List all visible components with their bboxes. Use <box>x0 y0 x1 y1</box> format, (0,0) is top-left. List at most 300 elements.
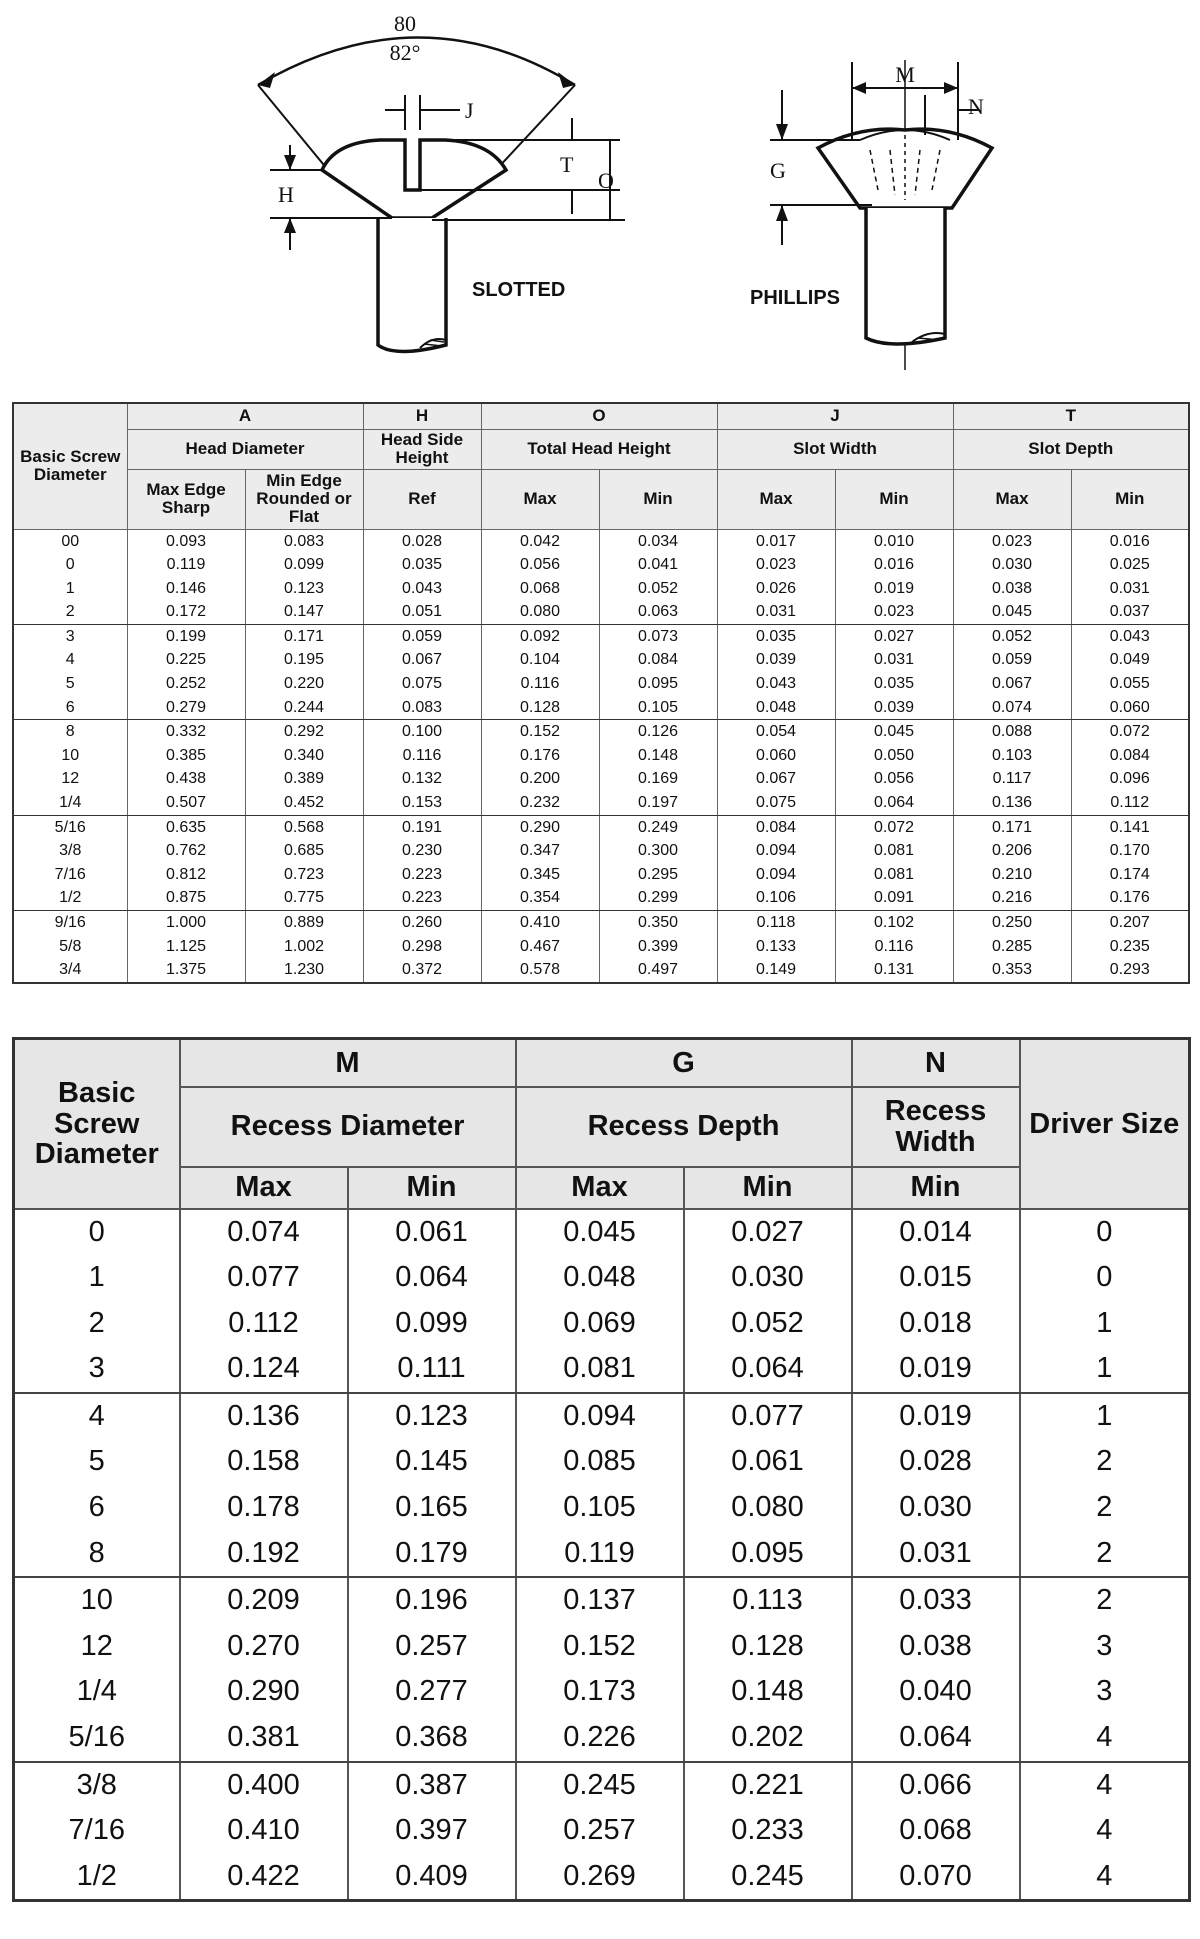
table-cell: 0.063 <box>599 600 717 624</box>
table-cell: 0.038 <box>852 1624 1020 1670</box>
table-cell: 0.147 <box>245 600 363 624</box>
row-diameter-cell: 3/8 <box>13 839 127 863</box>
table-cell: 0.578 <box>481 958 599 983</box>
table-cell: 0 <box>1020 1255 1190 1301</box>
table-cell: 0.410 <box>180 1808 348 1854</box>
table-cell: 0.027 <box>684 1209 852 1256</box>
table-cell: 0.232 <box>481 791 599 815</box>
row-diameter-cell: 1/2 <box>13 886 127 910</box>
table-row <box>13 767 1189 791</box>
table-cell: 0.067 <box>363 648 481 672</box>
table-cell: 0.042 <box>481 529 599 553</box>
table-cell: 0.249 <box>599 815 717 839</box>
table-cell: 0.762 <box>127 839 245 863</box>
row-diameter-cell: 8 <box>13 720 127 744</box>
table-cell: 0.049 <box>1071 648 1189 672</box>
row-diameter-cell: 8 <box>14 1531 180 1578</box>
table-cell: 0.095 <box>684 1531 852 1578</box>
table-cell: 0.092 <box>481 624 599 648</box>
row-diameter-cell: 4 <box>14 1393 180 1440</box>
table-cell: 0.345 <box>481 863 599 887</box>
table-cell: 0.233 <box>684 1808 852 1854</box>
table-cell: 0.119 <box>127 553 245 577</box>
table-cell: 0.112 <box>1071 791 1189 815</box>
table-cell: 4 <box>1020 1854 1190 1901</box>
table-cell: 0.179 <box>348 1531 516 1578</box>
table-cell: 0.191 <box>363 815 481 839</box>
table-cell: 0.176 <box>481 744 599 768</box>
row-diameter-cell: 9/16 <box>13 911 127 935</box>
header-head-diameter: Head Diameter <box>127 429 363 469</box>
header-letter-n: N <box>852 1039 1020 1087</box>
table-cell: 0.064 <box>684 1346 852 1393</box>
header-letter-m: M <box>180 1039 516 1087</box>
table-cell: 0.295 <box>599 863 717 887</box>
dim-n-label: N <box>968 94 984 119</box>
table-cell: 0.257 <box>516 1808 684 1854</box>
table-cell: 0.257 <box>348 1624 516 1670</box>
table-row <box>13 553 1189 577</box>
table-cell: 0.033 <box>852 1577 1020 1624</box>
table-cell: 1 <box>1020 1346 1190 1393</box>
table-cell: 0.173 <box>516 1669 684 1715</box>
table-cell: 0.210 <box>953 863 1071 887</box>
table-cell: 0.131 <box>835 958 953 983</box>
table-cell: 0.030 <box>953 553 1071 577</box>
table-cell: 0.045 <box>516 1209 684 1256</box>
table-cell: 0.635 <box>127 815 245 839</box>
table-cell: 0.077 <box>180 1255 348 1301</box>
table-cell: 0.192 <box>180 1531 348 1578</box>
table-cell: 0.422 <box>180 1854 348 1901</box>
table-cell: 0.226 <box>516 1715 684 1762</box>
table-cell: 0.685 <box>245 839 363 863</box>
row-diameter-cell: 0 <box>13 553 127 577</box>
table-cell: 0.497 <box>599 958 717 983</box>
table-cell: 0.176 <box>1071 886 1189 910</box>
table-row <box>14 1577 1190 1624</box>
table-row <box>14 1301 1190 1347</box>
table-cell: 0.055 <box>1071 672 1189 696</box>
table-cell: 0.269 <box>516 1854 684 1901</box>
table-cell: 1.230 <box>245 958 363 983</box>
table-cell: 0.040 <box>852 1669 1020 1715</box>
table-cell: 0.081 <box>835 839 953 863</box>
table-cell: 3 <box>1020 1669 1190 1715</box>
header-letter-j: J <box>717 403 953 429</box>
table-cell: 0.028 <box>363 529 481 553</box>
table-cell: 0.094 <box>516 1393 684 1440</box>
row-diameter-cell: 5/16 <box>14 1715 180 1762</box>
header-t-max: Max <box>953 469 1071 529</box>
table-cell: 0.075 <box>363 672 481 696</box>
table-cell: 0 <box>1020 1209 1190 1256</box>
table-cell: 1.375 <box>127 958 245 983</box>
table-cell: 0.252 <box>127 672 245 696</box>
table-cell: 0.126 <box>599 720 717 744</box>
header-g-min: Min <box>684 1167 852 1209</box>
table-cell: 0.103 <box>953 744 1071 768</box>
angle-80-label: 80 <box>394 11 416 36</box>
table-cell: 4 <box>1020 1715 1190 1762</box>
table-cell: 0.347 <box>481 839 599 863</box>
table-cell: 0.196 <box>348 1577 516 1624</box>
header-basic-screw-diameter: Basic Screw Diameter <box>13 403 127 529</box>
table-cell: 2 <box>1020 1485 1190 1531</box>
table-cell: 0.105 <box>516 1485 684 1531</box>
table-cell: 0.113 <box>684 1577 852 1624</box>
table-cell: 0.070 <box>852 1854 1020 1901</box>
table-cell: 0.016 <box>1071 529 1189 553</box>
table-cell: 0.381 <box>180 1715 348 1762</box>
table-cell: 0.041 <box>599 553 717 577</box>
table-cell: 0.148 <box>684 1669 852 1715</box>
row-diameter-cell: 4 <box>13 648 127 672</box>
table-row <box>13 911 1189 935</box>
table-cell: 0.277 <box>348 1669 516 1715</box>
table-cell: 0.171 <box>245 624 363 648</box>
table-cell: 0.072 <box>835 815 953 839</box>
table-cell: 0.245 <box>684 1854 852 1901</box>
table-cell: 0.026 <box>717 577 835 601</box>
table-cell: 0.152 <box>481 720 599 744</box>
header-total-head-height: Total Head Height <box>481 429 717 469</box>
table-row <box>14 1255 1190 1301</box>
table-cell: 0.216 <box>953 886 1071 910</box>
table-cell: 0.178 <box>180 1485 348 1531</box>
table-cell: 0.368 <box>348 1715 516 1762</box>
table-cell: 0.064 <box>348 1255 516 1301</box>
header-letter-g: G <box>516 1039 852 1087</box>
table-cell: 0.048 <box>717 696 835 720</box>
table-cell: 0.052 <box>599 577 717 601</box>
table-cell: 0.136 <box>180 1393 348 1440</box>
row-diameter-cell: 1/4 <box>14 1669 180 1715</box>
row-diameter-cell: 5 <box>14 1439 180 1485</box>
header-recess-diameter: Recess Diameter <box>180 1087 516 1167</box>
dim-m-label: M <box>895 62 915 87</box>
table-cell: 0.023 <box>953 529 1071 553</box>
table-cell: 0.149 <box>717 958 835 983</box>
row-diameter-cell: 10 <box>13 744 127 768</box>
table-cell: 0.290 <box>481 815 599 839</box>
table-cell: 0.169 <box>599 767 717 791</box>
table-cell: 0.372 <box>363 958 481 983</box>
header-driver-size: Driver Size <box>1020 1039 1190 1209</box>
slotted-title: SLOTTED <box>472 279 566 301</box>
row-diameter-cell: 7/16 <box>13 863 127 887</box>
row-diameter-cell: 7/16 <box>14 1808 180 1854</box>
table-cell: 0.080 <box>481 600 599 624</box>
slotted-dimensions-table <box>12 402 1190 984</box>
row-diameter-cell: 1 <box>14 1255 180 1301</box>
table-row <box>14 1531 1190 1578</box>
table-cell: 0.409 <box>348 1854 516 1901</box>
table-cell: 0.077 <box>684 1393 852 1440</box>
table-cell: 0.145 <box>348 1439 516 1485</box>
row-diameter-cell: 12 <box>13 767 127 791</box>
table-cell: 0.083 <box>363 696 481 720</box>
header-m-max: Max <box>180 1167 348 1209</box>
header-max-edge-sharp: Max Edge Sharp <box>127 469 245 529</box>
table-cell: 0.438 <box>127 767 245 791</box>
row-diameter-cell: 5/16 <box>13 815 127 839</box>
table-cell: 0.209 <box>180 1577 348 1624</box>
table-cell: 0.165 <box>348 1485 516 1531</box>
table-cell: 0.050 <box>835 744 953 768</box>
row-diameter-cell: 10 <box>14 1577 180 1624</box>
table-cell: 0.043 <box>717 672 835 696</box>
phillips-screw-diagram <box>770 60 992 370</box>
table-cell: 0.340 <box>245 744 363 768</box>
table-row <box>13 886 1189 910</box>
row-diameter-cell: 12 <box>14 1624 180 1670</box>
table-row <box>14 1808 1190 1854</box>
table-row <box>14 1624 1190 1670</box>
table-cell: 0.099 <box>245 553 363 577</box>
table-cell: 0.088 <box>953 720 1071 744</box>
table-row <box>13 577 1189 601</box>
phillips-title: PHILLIPS <box>750 287 841 309</box>
table-cell: 0.039 <box>835 696 953 720</box>
table-cell: 0.023 <box>835 600 953 624</box>
table-cell: 4 <box>1020 1762 1190 1809</box>
row-diameter-cell: 3 <box>14 1346 180 1393</box>
table-cell: 0.072 <box>1071 720 1189 744</box>
phillips-dimensions-table <box>12 1037 1191 1902</box>
table-cell: 0.153 <box>363 791 481 815</box>
row-diameter-cell: 6 <box>14 1485 180 1531</box>
slotted-table-body <box>13 529 1189 983</box>
table-cell: 0.124 <box>180 1346 348 1393</box>
table-cell: 0.031 <box>1071 577 1189 601</box>
table-cell: 0.030 <box>852 1485 1020 1531</box>
table-row <box>13 648 1189 672</box>
table-cell: 0.014 <box>852 1209 1020 1256</box>
table-cell: 0.017 <box>717 529 835 553</box>
table-cell: 0.043 <box>1071 624 1189 648</box>
table-cell: 0.399 <box>599 935 717 959</box>
table-cell: 0.074 <box>953 696 1071 720</box>
table-cell: 0.073 <box>599 624 717 648</box>
table-cell: 0.025 <box>1071 553 1189 577</box>
table-cell: 0.299 <box>599 886 717 910</box>
table-cell: 0.056 <box>835 767 953 791</box>
table-cell: 0.292 <box>245 720 363 744</box>
table-cell: 0.116 <box>363 744 481 768</box>
table-cell: 0.061 <box>684 1439 852 1485</box>
table-cell: 0.067 <box>953 672 1071 696</box>
table-cell: 0.074 <box>180 1209 348 1256</box>
table-cell: 0.080 <box>684 1485 852 1531</box>
table-cell: 0.197 <box>599 791 717 815</box>
table-cell: 0.045 <box>953 600 1071 624</box>
table-cell: 0.081 <box>516 1346 684 1393</box>
table-row <box>13 744 1189 768</box>
table-cell: 0.111 <box>348 1346 516 1393</box>
header-min-edge-rounded: Min Edge Rounded or Flat <box>245 469 363 529</box>
dim-o-label: O <box>598 168 614 193</box>
row-diameter-cell: 0 <box>14 1209 180 1256</box>
table-cell: 0.123 <box>348 1393 516 1440</box>
table-cell: 0.507 <box>127 791 245 815</box>
table-cell: 0.128 <box>481 696 599 720</box>
table-cell: 0.260 <box>363 911 481 935</box>
row-diameter-cell: 5/8 <box>13 935 127 959</box>
table-cell: 0.031 <box>852 1531 1020 1578</box>
table-cell: 0.118 <box>717 911 835 935</box>
angle-82-label: 82° <box>389 40 421 65</box>
header-n-min: Min <box>852 1167 1020 1209</box>
table-cell: 0.019 <box>852 1393 1020 1440</box>
table-row <box>13 958 1189 983</box>
table-cell: 0.064 <box>852 1715 1020 1762</box>
table-cell: 0.043 <box>363 577 481 601</box>
table-cell: 0.045 <box>835 720 953 744</box>
table-cell: 0.018 <box>852 1301 1020 1347</box>
table-cell: 0.068 <box>852 1808 1020 1854</box>
table-cell: 0.081 <box>835 863 953 887</box>
table-cell: 2 <box>1020 1531 1190 1578</box>
table-cell: 0.223 <box>363 863 481 887</box>
header-g-max: Max <box>516 1167 684 1209</box>
table-cell: 0.117 <box>953 767 1071 791</box>
table-cell: 0.146 <box>127 577 245 601</box>
table-cell: 0.034 <box>599 529 717 553</box>
table-cell: 0.031 <box>835 648 953 672</box>
table-cell: 0.889 <box>245 911 363 935</box>
header-recess-depth: Recess Depth <box>516 1087 852 1167</box>
table-cell: 0.094 <box>717 839 835 863</box>
header-ref: Ref <box>363 469 481 529</box>
table-cell: 0.293 <box>1071 958 1189 983</box>
table-cell: 0.220 <box>245 672 363 696</box>
table-cell: 0.207 <box>1071 911 1189 935</box>
table-cell: 0.116 <box>481 672 599 696</box>
table-cell: 0.019 <box>852 1346 1020 1393</box>
header-t-min: Min <box>1071 469 1189 529</box>
header-letter-o: O <box>481 403 717 429</box>
table-cell: 0.225 <box>127 648 245 672</box>
table-cell: 0.068 <box>481 577 599 601</box>
table-cell: 0.035 <box>717 624 835 648</box>
table-cell: 0.054 <box>717 720 835 744</box>
table-cell: 0.206 <box>953 839 1071 863</box>
table-cell: 0.048 <box>516 1255 684 1301</box>
table-cell: 0.035 <box>363 553 481 577</box>
table-cell: 0.015 <box>852 1255 1020 1301</box>
table-cell: 0.245 <box>516 1762 684 1809</box>
header-j-min: Min <box>835 469 953 529</box>
header-letter-a: A <box>127 403 363 429</box>
table-cell: 0.279 <box>127 696 245 720</box>
table-cell: 0.056 <box>481 553 599 577</box>
table-cell: 0.027 <box>835 624 953 648</box>
table-cell: 0.723 <box>245 863 363 887</box>
table-row <box>13 815 1189 839</box>
table-cell: 0.019 <box>835 577 953 601</box>
table-cell: 0.244 <box>245 696 363 720</box>
table-cell: 0.091 <box>835 886 953 910</box>
table-cell: 0.084 <box>717 815 835 839</box>
header-basic-screw-diameter-2: Basic Screw Diameter <box>14 1039 180 1209</box>
table-cell: 0.069 <box>516 1301 684 1347</box>
table-cell: 0.172 <box>127 600 245 624</box>
table-cell: 0.119 <box>516 1531 684 1578</box>
table-cell: 0.067 <box>717 767 835 791</box>
header-letter-t: T <box>953 403 1189 429</box>
table-cell: 0.174 <box>1071 863 1189 887</box>
table-cell: 0.010 <box>835 529 953 553</box>
dim-j-label: J <box>465 98 474 123</box>
table-row <box>13 672 1189 696</box>
table-cell: 0.221 <box>684 1762 852 1809</box>
table-cell: 0.052 <box>684 1301 852 1347</box>
row-diameter-cell: 00 <box>13 529 127 553</box>
header-head-side-height: Head Side Height <box>363 429 481 469</box>
table-row <box>13 791 1189 815</box>
row-diameter-cell: 3/8 <box>14 1762 180 1809</box>
table-cell: 0.148 <box>599 744 717 768</box>
table-cell: 4 <box>1020 1808 1190 1854</box>
row-diameter-cell: 3 <box>13 624 127 648</box>
table-row <box>13 600 1189 624</box>
table-cell: 1 <box>1020 1393 1190 1440</box>
dim-t-label: T <box>560 152 574 177</box>
table-row <box>13 529 1189 553</box>
table-cell: 2 <box>1020 1439 1190 1485</box>
table-cell: 0.195 <box>245 648 363 672</box>
table-cell: 0.030 <box>684 1255 852 1301</box>
table-cell: 0.158 <box>180 1439 348 1485</box>
table-cell: 1.125 <box>127 935 245 959</box>
table-cell: 0.093 <box>127 529 245 553</box>
table-cell: 0.300 <box>599 839 717 863</box>
table-cell: 0.141 <box>1071 815 1189 839</box>
table-row <box>14 1209 1190 1256</box>
table-cell: 0.052 <box>953 624 1071 648</box>
table-cell: 0.028 <box>852 1439 1020 1485</box>
table-cell: 0.170 <box>1071 839 1189 863</box>
table-cell: 0.038 <box>953 577 1071 601</box>
row-diameter-cell: 1/4 <box>13 791 127 815</box>
table-row <box>14 1439 1190 1485</box>
table-cell: 1 <box>1020 1301 1190 1347</box>
table-cell: 0.136 <box>953 791 1071 815</box>
table-cell: 0.059 <box>953 648 1071 672</box>
table-cell: 0.235 <box>1071 935 1189 959</box>
row-diameter-cell: 3/4 <box>13 958 127 983</box>
table-cell: 0.250 <box>953 911 1071 935</box>
table-cell: 0.123 <box>245 577 363 601</box>
dim-h-label: H <box>278 182 294 207</box>
table-cell: 0.132 <box>363 767 481 791</box>
table-cell: 0.230 <box>363 839 481 863</box>
table-cell: 0.023 <box>717 553 835 577</box>
table-cell: 1.002 <box>245 935 363 959</box>
table-row <box>14 1854 1190 1901</box>
table-cell: 0.105 <box>599 696 717 720</box>
table-cell: 0.200 <box>481 767 599 791</box>
table-cell: 0.084 <box>599 648 717 672</box>
row-diameter-cell: 1 <box>13 577 127 601</box>
table-cell: 0.389 <box>245 767 363 791</box>
table-cell: 0.095 <box>599 672 717 696</box>
table-cell: 0.285 <box>953 935 1071 959</box>
table-cell: 0.353 <box>953 958 1071 983</box>
table-cell: 0.035 <box>835 672 953 696</box>
table-row <box>13 696 1189 720</box>
